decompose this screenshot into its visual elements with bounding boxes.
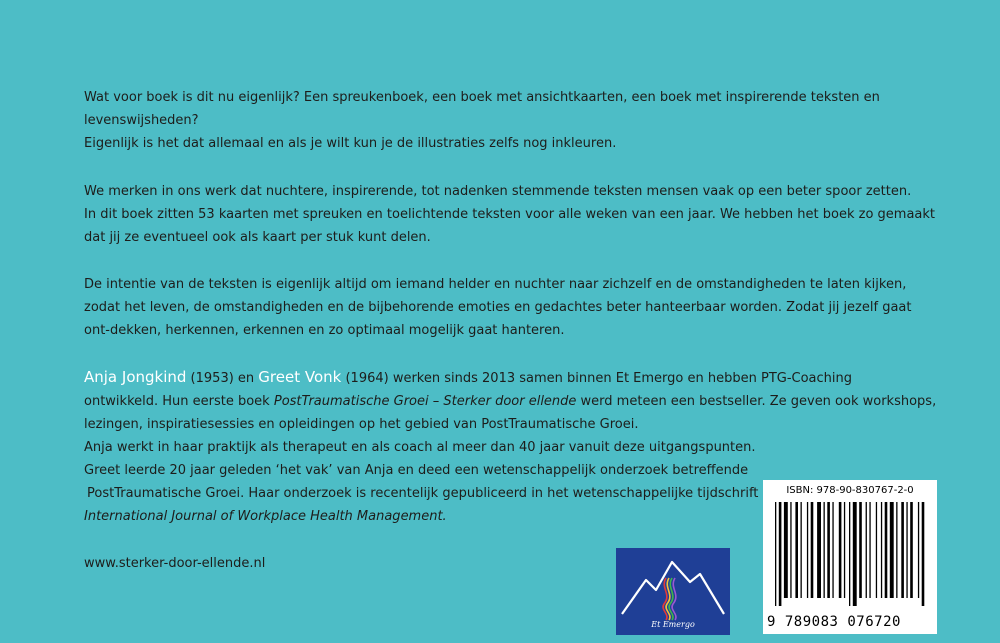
et-emergo-logo	[616, 548, 730, 635]
barcode-bars	[771, 502, 931, 606]
isbn-label: ISBN: 978-90-830767-2-0	[786, 485, 914, 496]
text-line: Anja werkt in haar praktijk als therapeut en als coach al meer dan 40 jaar vanuit deze uitgangspunten.	[84, 440, 756, 455]
barcode-bar	[817, 502, 821, 598]
author-intro-text: (1964) werken sinds 2013 samen binnen Et Emergo en hebben PTG-Coaching	[341, 371, 853, 386]
barcode-bar	[849, 502, 850, 606]
text-segment: ontwikkeld. Hun eerste boek	[84, 394, 274, 409]
website-url: www.sterker-door-ellende.nl	[84, 556, 266, 571]
intention-paragraph	[84, 273, 914, 342]
barcode-bar	[795, 502, 798, 598]
text-line: In dit boek zitten 53 kaarten met spreuken en toelichtende teksten voor alle weken van een jaar. We hebben het boek zo gemaakt	[84, 207, 936, 222]
barcode-bar	[866, 502, 867, 598]
text-line: zodat het leven, de omstandigheden en de bijbehorende emoties en gedachtes beter hanteerbaar worden. Zodat jij jezelf gaat	[84, 300, 912, 315]
text-line	[84, 366, 914, 390]
text-line: Eigenlijk is het dat allemaal en als je wilt kun je de illustraties zelfs nog inkleuren.	[84, 136, 617, 151]
text-line: We merken in ons werk dat nuchtere, inspirerende, tot nadenken stemmende teksten mensen vaak op een beter spoor zetten.	[84, 184, 912, 199]
barcode-bar	[801, 502, 802, 598]
barcode-bar	[859, 502, 862, 598]
journal-title: International Journal of Workplace Health Management.	[84, 509, 447, 524]
logo-text: Et Emergo	[651, 620, 695, 629]
barcode-digits: 9 789083 076720	[767, 614, 901, 630]
barcode-bar	[811, 502, 814, 598]
barcode-bar	[910, 502, 913, 598]
text-segment: werd meteen een bestseller. Ze geven ook workshops,	[576, 394, 937, 409]
text-line: Greet leerde 20 jaar geleden ‘het vak’ van Anja en deed een wetenschappelijk onderzoek betreffende	[84, 463, 749, 478]
text-line	[84, 390, 937, 413]
text-line: De intentie van de teksten is eigenlijk altijd om iemand helder en nuchter naar zichzelf en de omstandigheden te laten kijken,	[84, 277, 907, 292]
barcode-bar	[885, 502, 888, 598]
barcode-bar	[890, 502, 894, 598]
isbn-barcode	[763, 480, 937, 634]
barcode-bar	[775, 502, 776, 606]
barcode-bar	[790, 502, 791, 598]
barcode-bar	[901, 502, 904, 598]
text-line: PostTraumatische Groei. Haar onderzoek is recentelijk gepubliceerd in het wetenschappelijke tijdschrift	[87, 486, 759, 501]
barcode-bar	[784, 502, 788, 598]
barcode-bar	[896, 502, 897, 598]
barcode-bar	[779, 502, 782, 606]
author-name-anja: Anja Jongkind	[84, 368, 187, 386]
author-year-text: (1953) en	[186, 371, 259, 386]
barcode-bar	[876, 502, 877, 598]
text-line: dat jij ze eventueel ook als kaart per stuk kunt delen.	[84, 230, 431, 245]
barcode-bar	[869, 502, 870, 598]
intro-paragraph	[84, 86, 914, 155]
barcode-bar	[906, 502, 907, 598]
description-paragraph	[84, 180, 936, 249]
barcode-bar	[807, 502, 808, 598]
barcode-bar	[824, 502, 825, 598]
text-line: lezingen, inspiratiesessies en opleidingen op het gebied van PostTraumatische Groei.	[84, 417, 639, 432]
barcode-bar	[918, 502, 919, 598]
barcode-bar	[832, 502, 833, 598]
text-line: ont-dekken, herkennen, erkennen en zo optimaal mogelijk gaat hanteren.	[84, 323, 565, 338]
barcode-bar	[922, 502, 925, 606]
author-name-greet: Greet Vonk	[258, 368, 342, 386]
text-line: Wat voor boek is dit nu eigenlijk? Een spreukenboek, een boek met ansichtkaarten, een boek met inspirerende teksten en	[84, 90, 880, 105]
book-title: PostTraumatische Groei – Sterker door ellende	[273, 394, 577, 409]
barcode-bar	[881, 502, 882, 598]
barcode-bar	[844, 502, 845, 598]
barcode-bar	[827, 502, 830, 598]
barcode-bar	[839, 502, 842, 598]
barcode-bar	[853, 502, 857, 606]
text-line: levenswijsheden?	[84, 113, 199, 128]
